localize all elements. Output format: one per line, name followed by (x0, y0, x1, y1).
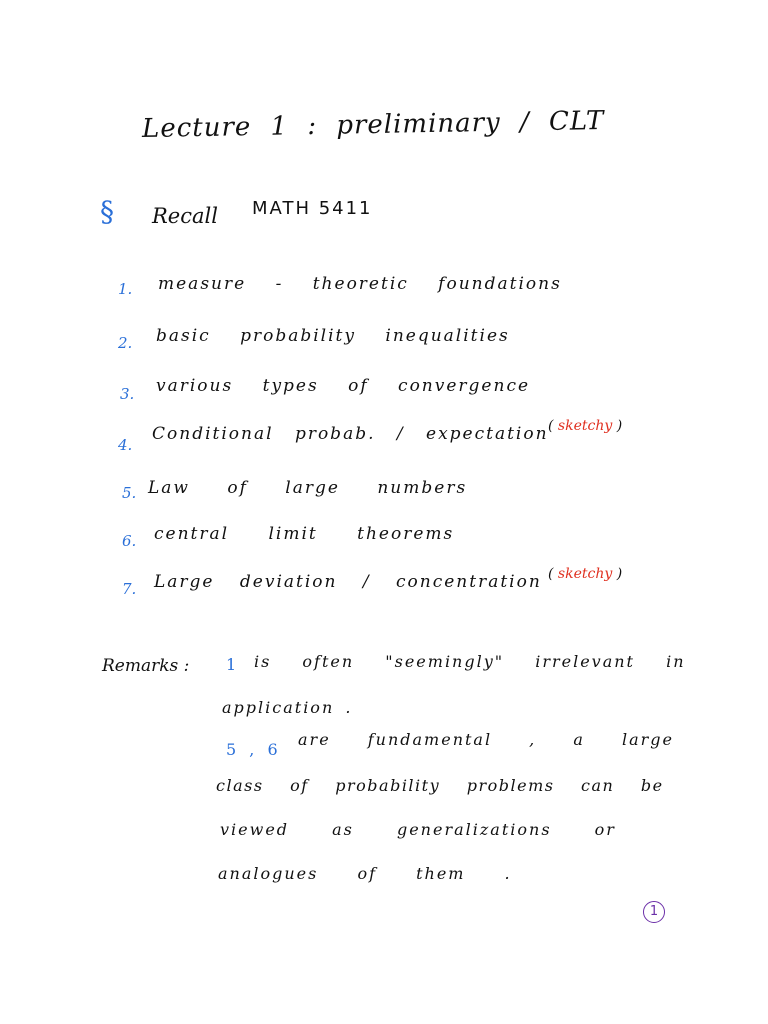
list-item: measure - theoretic foundations (158, 274, 562, 294)
remark-ref: 5 , 6 (226, 740, 280, 759)
remark-line: class of probability problems can be (216, 776, 664, 795)
list-item: Conditional probab. / expectation (152, 424, 549, 444)
recall-heading: Recall (152, 204, 218, 228)
sketchy-word: sketchy (557, 418, 613, 434)
remark-line: viewed as generalizations or (220, 820, 616, 839)
item-number: 1. (118, 280, 133, 298)
sketchy-note: ( sketchy ) (548, 418, 623, 434)
recall-course: MATH 5411 (252, 198, 373, 219)
remark-line: application . (222, 698, 353, 717)
item-number: 6. (122, 532, 137, 550)
remark-line: are fundamental , a large (298, 730, 674, 749)
item-number: 5. (122, 484, 137, 502)
remark-line: analogues of them . (218, 864, 512, 883)
sketchy-word: sketchy (557, 566, 613, 582)
page-number: 1 (643, 901, 665, 923)
remarks-label: Remarks : (102, 656, 190, 676)
remark-line: is often "seemingly" irrelevant in (254, 652, 686, 671)
section-mark: § (100, 195, 114, 228)
remark-ref: 1 (226, 655, 239, 674)
list-item: Large deviation / concentration (154, 572, 542, 592)
item-number: 4. (118, 436, 133, 454)
list-item: central limit theorems (154, 524, 455, 544)
list-item: various types of convergence (156, 376, 531, 396)
list-item: basic probability inequalities (156, 326, 510, 346)
lecture-title: Lecture 1 : preliminary / CLT (141, 105, 605, 145)
item-number: 7. (122, 580, 137, 598)
item-number: 2. (118, 334, 133, 352)
sketchy-note: ( sketchy ) (548, 566, 623, 582)
item-number: 3. (120, 385, 135, 403)
list-item: Law of large numbers (148, 478, 468, 498)
